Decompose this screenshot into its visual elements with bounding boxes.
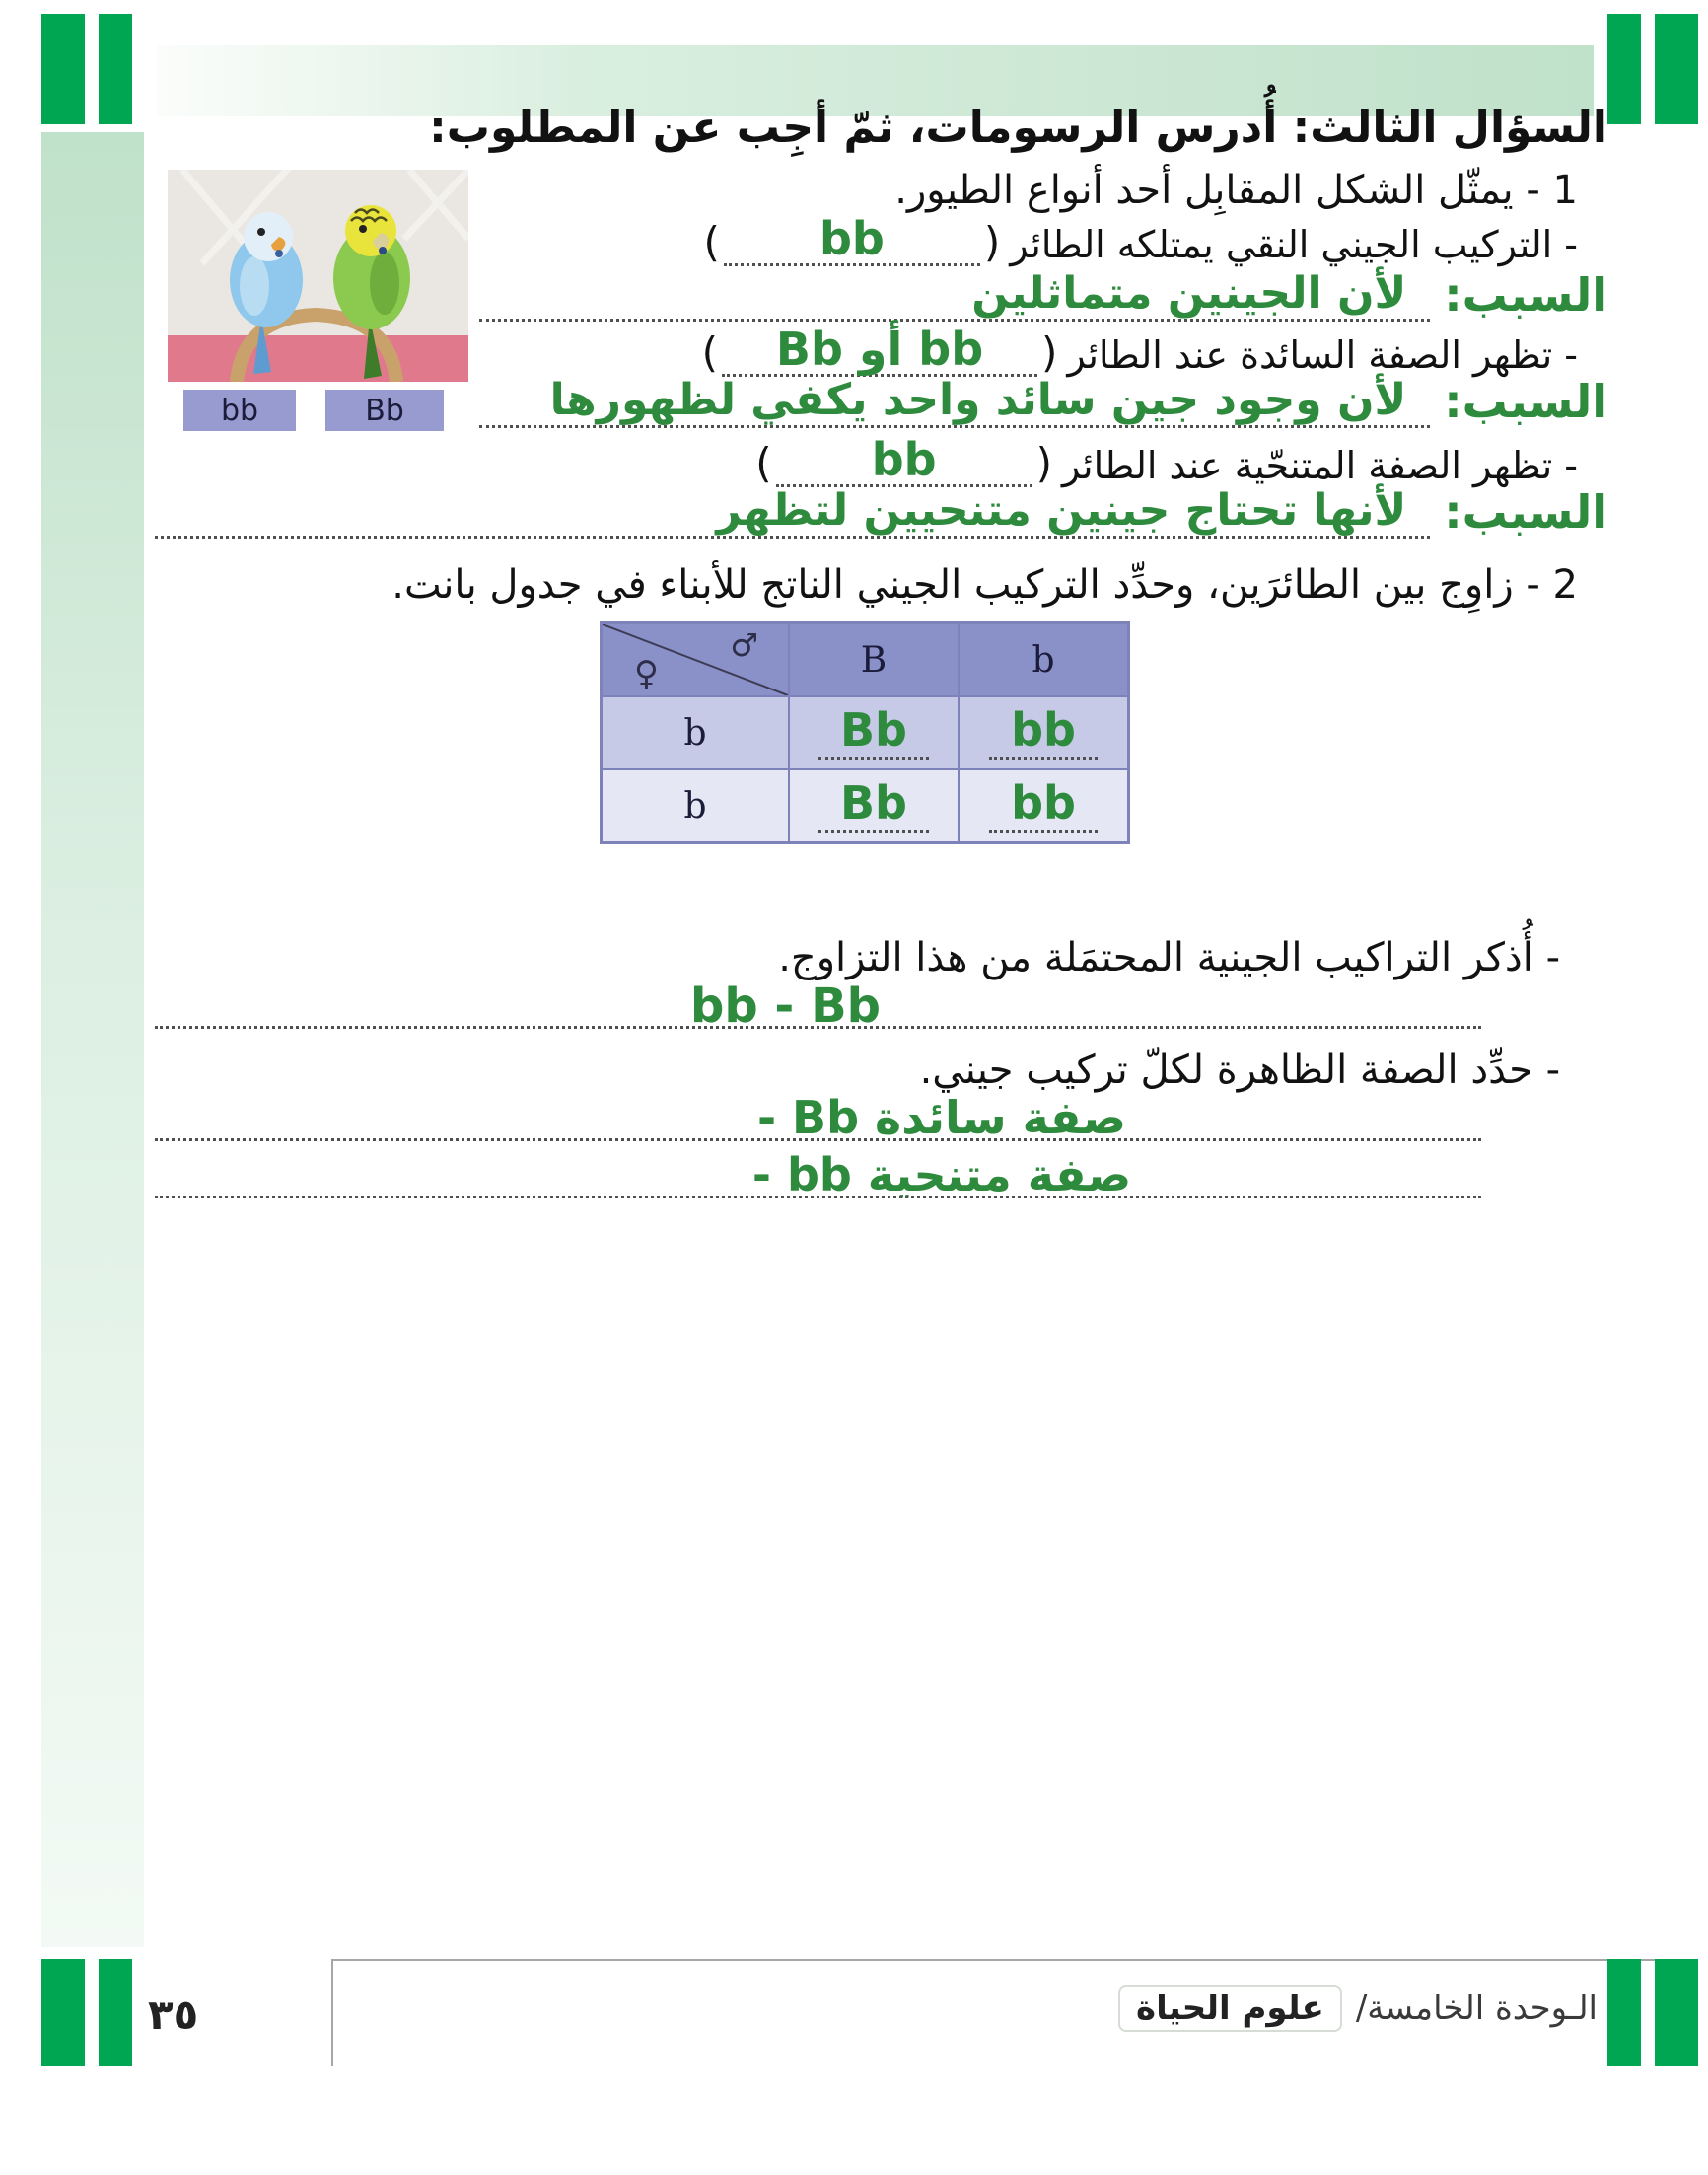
dotted-line: [155, 1196, 1481, 1198]
followup-genotypes-label: - أُذكر التراكيب الجينية المحتمَلة من هذا التزاوج.: [778, 935, 1560, 980]
male-icon: ♂: [730, 626, 758, 664]
followup-phenotype-label: - حدِّد الصفة الظاهرة لكلّ تركيب جيني.: [919, 1048, 1560, 1093]
corner-bar: [99, 14, 132, 124]
footer-unit-text: الـوحدة الخامسة/: [1355, 1989, 1598, 2028]
close-paren: ): [1041, 328, 1058, 377]
dotted-line: [155, 1138, 1481, 1141]
phenotype-answer-recessive: صفة متنحية bb -: [751, 1148, 1132, 1201]
reason-row: [155, 485, 1607, 539]
answer-blank: [724, 212, 980, 266]
reason-text: لأنها تحتاج جينين متنحيين لتظهر: [716, 484, 1407, 536]
page-number: ٣٥: [148, 1991, 199, 2039]
dotted-line: [479, 267, 1430, 322]
punnett-row-header: b: [602, 769, 789, 842]
q1-intro: 1 - يمثّل الشكل المقابِل أحد أنواع الطيور.: [894, 168, 1578, 213]
punnett-answer: bb: [959, 696, 1128, 769]
female-icon: ♀: [634, 654, 659, 693]
reason-row: [479, 268, 1607, 322]
corner-bar: [41, 1959, 85, 2066]
punnett-col-header: b: [959, 623, 1128, 696]
genotype-label-bb: bb: [183, 390, 296, 431]
punnett-row-header: b: [602, 696, 789, 769]
answer-group: [701, 323, 1058, 377]
close-paren: ): [1035, 439, 1053, 487]
open-paren: (: [703, 218, 720, 266]
corner-bar: [1607, 14, 1641, 124]
item-label: - تظهر الصفة السائدة عند الطائر: [1067, 333, 1578, 377]
open-paren: (: [755, 439, 772, 487]
q1-item-pure-genotype: [703, 212, 1578, 266]
answer-group: [755, 433, 1053, 487]
bird-photo: [168, 170, 468, 382]
punnett-answer: Bb: [789, 696, 959, 769]
answer-blank: [776, 433, 1032, 487]
answer-text: bb أو Bb: [775, 323, 984, 376]
corner-bar: [41, 14, 85, 124]
answer-text: bb: [871, 433, 937, 486]
footer-unit: [1118, 1985, 1598, 2032]
genotype-label-Bb: Bb: [325, 390, 444, 431]
question-title: السؤال الثالث: أُدرس الرسومات، ثمّ أجِب عن المطلوب:: [429, 103, 1607, 153]
diagonal-divider: [603, 624, 788, 695]
answer-group: [703, 212, 1001, 266]
phenotype-answer-dominant: صفة سائدة Bb -: [756, 1091, 1127, 1144]
dotted-line: [155, 1026, 1481, 1029]
answer-blank: [722, 323, 1037, 377]
reason-label: السبب:: [1444, 375, 1607, 428]
side-gradient-band: [41, 132, 144, 1947]
dotted-line: [155, 484, 1430, 539]
close-paren: ): [983, 218, 1001, 266]
reason-label: السبب:: [1444, 268, 1607, 322]
followup-genotypes-answer: bb - Bb: [690, 979, 882, 1034]
punnett-col-header: B: [789, 623, 959, 696]
open-paren: (: [701, 328, 719, 377]
reason-text: لأن الجينين متماثلين: [971, 267, 1407, 319]
reason-label: السبب:: [1444, 485, 1607, 539]
q1-item-dominant-trait: [701, 323, 1578, 377]
dotted-line: [479, 374, 1430, 428]
footer-rule: [331, 1959, 333, 2066]
corner-bar: [1655, 14, 1698, 124]
corner-bar: [1655, 1959, 1698, 2066]
footer-subject: علوم الحياة: [1118, 1985, 1342, 2032]
corner-bar: [1607, 1959, 1641, 2066]
item-label: - تظهر الصفة المتنحّية عند الطائر: [1062, 444, 1578, 487]
punnett-table: [600, 621, 1130, 844]
item-label: - التركيب الجيني النقي يمتلكه الطائر: [1010, 223, 1578, 266]
reason-text: لأن وجود جين سائد واحد يكفي لظهورها: [549, 374, 1407, 425]
bird-figure: [168, 170, 468, 386]
corner-bar: [99, 1959, 132, 2066]
q1-item-recessive-trait: [755, 433, 1578, 487]
punnett-corner: [602, 623, 789, 696]
q2-intro: 2 - زاوِج بين الطائرَين، وحدِّد التركيب الجيني الناتج للأبناء في جدول بانت.: [391, 562, 1578, 608]
punnett-answer: bb: [959, 769, 1128, 842]
footer-rule: [331, 1959, 1667, 1961]
answer-text: bb: [818, 212, 885, 265]
reason-row: [479, 375, 1607, 428]
punnett-answer: Bb: [789, 769, 959, 842]
